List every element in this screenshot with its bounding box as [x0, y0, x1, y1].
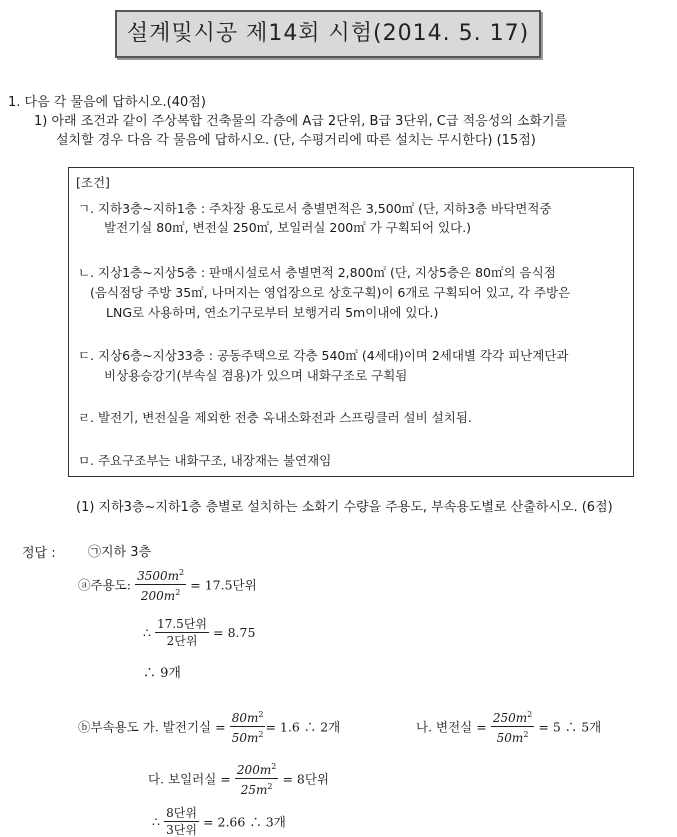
main-use-division-fraction	[155, 617, 209, 648]
condition-a-line-1: ㄱ. 지하3층~지하1층 : 주차장 용도로서 층별면적은 3,500㎡ (단, 지하3층 바닥면적중	[78, 201, 552, 216]
boiler-division	[152, 806, 286, 837]
condition-d-line-1: ㄹ. 발전기, 변전실을 제외한 전층 옥내소화전과 스프링클러 설비 설치됨.	[78, 410, 472, 425]
main-use-count: ∴ 9개	[143, 666, 181, 681]
main-use-marker: ⓐ	[78, 577, 91, 593]
boiler-division-denominator: 3단위	[166, 823, 197, 837]
transformer-fraction	[491, 708, 534, 745]
boiler-numerator-exponent: 2	[271, 762, 277, 771]
generator-fraction	[230, 708, 266, 745]
boiler-label: 다. 보일러실 =	[148, 771, 231, 787]
accessory-generator-formula	[78, 708, 340, 745]
boiler-therefore-symbol: ∴	[152, 814, 160, 829]
transformer-formula	[416, 708, 601, 745]
generator-result: = 1.6 ∴ 2개	[265, 719, 341, 735]
condition-e-line-1: ㅁ. 주요구조부는 내화구조, 내장재는 불연재임	[78, 453, 332, 468]
transformer-numerator-exponent: 2	[527, 710, 533, 719]
question-line-2: 1) 아래 조건과 같이 주상복합 건축물의 각층에 A급 2단위, B급 3단위, C급 적응성의 소화기를	[34, 114, 568, 129]
generator-numerator: 80m	[231, 711, 259, 725]
generator-denominator: 50m	[231, 731, 259, 745]
conditions-heading: [조건]	[76, 175, 110, 190]
main-use-denominator-exponent: 2	[175, 588, 181, 597]
page-title: 설계및시공 제14회 시험(2014. 5. 17)	[126, 21, 530, 46]
subquestion: (1) 지하3층~지하1층 층별로 설치하는 소화기 수량을 주용도, 부속용도별로 산출하시오. (6점)	[76, 500, 613, 515]
condition-b-line-2: (음식점당 주방 35㎡, 나머지는 영업장으로 상호구획)이 6개로 구획되어 있고, 각 주방은	[90, 285, 571, 300]
answer-floor-heading	[88, 541, 151, 560]
generator-denominator-exponent: 2	[258, 730, 264, 739]
question-line-3: 설치할 경우 다음 각 물음에 답하시오. (단, 수평거리에 따른 설치는 무시한다) (15점)	[56, 133, 536, 148]
transformer-denominator: 50m	[496, 731, 524, 745]
transformer-result: = 5 ∴ 5개	[538, 719, 602, 735]
main-use-formula	[78, 566, 257, 603]
division-denominator: 2단위	[166, 634, 198, 648]
main-use-result: = 17.5단위	[190, 577, 257, 593]
main-use-numerator-exponent: 2	[179, 568, 185, 577]
boiler-result: = 8단위	[282, 771, 330, 787]
transformer-numerator: 250m	[492, 711, 528, 725]
division-numerator: 17.5단위	[157, 617, 207, 631]
condition-b-line-1: ㄴ. 지상1층~지상5층 : 판매시설로서 층별면적 2,800㎡ (단, 지상5층은 80㎡의 음식점	[78, 265, 556, 280]
main-use-numerator: 3500m	[137, 569, 180, 583]
title-box	[115, 10, 541, 58]
therefore-symbol: ∴	[143, 625, 151, 640]
transformer-label: 나. 변전실 =	[416, 719, 487, 735]
condition-b-line-3: LNG로 사용하며, 연소기구로부터 보행거리 5m이내에 있다.)	[106, 305, 439, 320]
condition-a-line-2: 발전기실 80㎡, 변전실 250㎡, 보일러실 200㎡ 가 구획되어 있다.)	[104, 220, 472, 235]
boiler-formula	[148, 760, 329, 797]
division-result: = 8.75	[213, 625, 256, 640]
transformer-denominator-exponent: 2	[523, 730, 529, 739]
floor-label: 지하 3층	[101, 545, 152, 560]
boiler-division-fraction	[164, 806, 199, 837]
condition-c-line-2: 비상용승강기(부속실 겸용)가 있으며 내화구조로 구획됨	[104, 368, 408, 383]
boiler-numerator: 200m	[236, 763, 272, 777]
accessory-use-marker: ⓑ	[78, 719, 91, 735]
question-line-1: 1. 다음 각 물음에 답하시오.(40점)	[8, 95, 206, 110]
main-use-label: 주용도:	[90, 577, 131, 593]
condition-c-line-1: ㄷ. 지상6층~지상33층 : 공동주택으로 각층 540㎡ (4세대)이며 2세대별 각각 피난계단과	[78, 348, 569, 363]
generator-numerator-exponent: 2	[258, 710, 264, 719]
main-use-fraction	[135, 566, 186, 603]
answer-label: 정답 :	[22, 546, 56, 561]
main-use-denominator: 200m	[140, 589, 176, 603]
accessory-use-label: 부속용도 가. 발전기실 =	[90, 719, 226, 735]
boiler-fraction	[235, 760, 278, 797]
boiler-division-numerator: 8단위	[166, 806, 197, 820]
boiler-division-result: = 2.66 ∴ 3개	[203, 814, 286, 830]
circled-a-marker: ㉠	[88, 545, 102, 560]
boiler-denominator-exponent: 2	[267, 782, 273, 791]
boiler-denominator: 25m	[240, 783, 268, 797]
main-use-division	[143, 617, 255, 648]
